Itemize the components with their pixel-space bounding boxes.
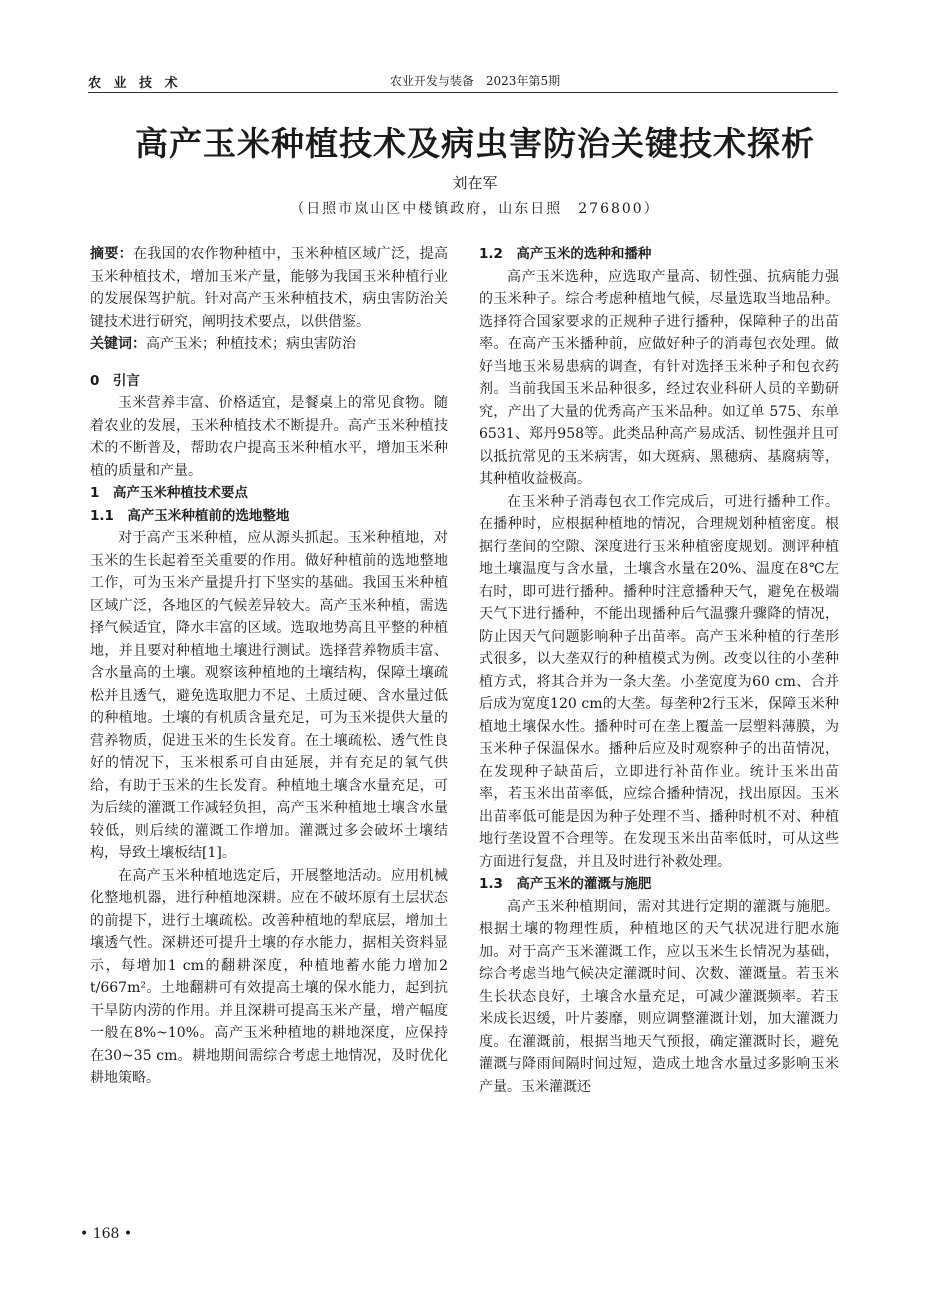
section-0-paragraph: 玉米营养丰富、价格适宜，是餐桌上的常见食物。随着农业的发展，玉米种植技术不断提升。高产玉米种植技术的不断普及，帮助农户提高玉米种植水平，增加玉米种植的质量和产量。	[90, 395, 448, 479]
keywords-text: 高产玉米；种植技术；病虫害防治	[146, 336, 356, 352]
right-column	[479, 243, 839, 1098]
abstract-label: 摘要：	[90, 246, 133, 262]
journal-info: 农业开发与装备 2023年第5期	[389, 74, 561, 88]
section-1-1-heading: 1.1 高产玉米种植前的选地整地	[90, 507, 290, 524]
section-label: 农 业 技 术	[88, 76, 182, 91]
section-1-3-paragraph-1: 高产玉米种植期间，需对其进行定期的灌溉与施肥。根据土壤的物理性质，种植地区的天气状况进行肥水施加。对于高产玉米灌溉工作，应以玉米生长情况为基础，综合考虑当地气候决定灌溉时间、次数、灌溉量。若玉米生长状态良好，土壤含水量充足，可减少灌溉频率。若玉米成长迟缓，叶片萎靡，则应调整灌溉计划，加大灌溉力度。在灌溉前，根据当地天气预报，确定灌溉时长，避免灌溉与降雨间隔时间过短，造成土地含水量过多影响玉米产量。玉米灌溉还	[479, 898, 839, 1095]
section-1-2-paragraph-1: 高产玉米选种，应选取产量高、韧性强、抗病能力强的玉米种子。综合考虑种植地气候，尽量选取当地品种。选择符合国家要求的正规种子进行播种，保障种子的出苗率。在高产玉米播种前，应做好种子的消毒包衣处理。做好当地玉米易患病的调查，有针对选择玉米种子和包衣药剂。当前我国玉米品种很多，经过农业科研人员的辛勤研究，产出了大量的优秀高产玉米品种。如辽单 575、东单6531、郑丹958等。此类品种高产易成活、韧性强并且可以抵抗常见的玉米病害，如大斑病、黑穗病、基腐病等，其种植收益极高。	[479, 268, 839, 487]
section-1-2-heading: 1.2 高产玉米的选种和播种	[479, 246, 652, 262]
abstract-text: 在我国的农作物种植中，玉米种植区域广泛，提高玉米种植技术，增加玉米产量，能够为我国玉米种植行业的发展保驾护航。针对高产玉米种植技术，病虫害防治关键技术进行研究，阐明技术要点，以供借鉴。	[90, 246, 448, 330]
section-1-heading: 1 高产玉米种植技术要点	[90, 485, 248, 501]
abstract	[90, 243, 448, 333]
section-1-3-heading: 1.3 高产玉米的灌溉与施肥	[479, 876, 652, 892]
section-1-1-paragraph-2: 在高产玉米种植地选定后，开展整地活动。应用机械化整地机器，进行种植地深耕。应在不破坏原有土层状态的前提下，进行土壤疏松。改善种植地的犁底层，增加土壤透气性。深耕还可提升土壤的存水能力，据相关资料显示，每增加1 cm的翻耕深度，种植地蓄水能力增加2 t/667m²。土地翻耕可有效提高土壤的保水能力，起到抗干旱防内涝的作用。并且深耕可提高玉米产量，增产幅度一般在8%~10%。高产玉米种植地的耕地深度，应保持在30~35 cm。耕地期间需综合考虑土地情况，及时优化耕地策略。	[90, 867, 448, 1086]
keywords	[90, 333, 448, 356]
section-1-2-paragraph-2: 在玉米种子消毒包衣工作完成后，可进行播种工作。在播种时，应根据种植地的情况，合理规划种植密度。根据行垄间的空隙、深度进行玉米种植密度规划。测评种植地土壤温度与含水量，土壤含水量在20%、温度在8℃左右时，即可进行播种。播种时注意播种天气，避免在极端天气下进行播种，不能出现播种后气温骤升骤降的情况，防止因天气问题影响种子出苗率。高产玉米种植的行垄形式很多，以大垄双行的种植模式为例。改变以往的小垄种植方式，将其合并为一条大垄。小垄宽度为60 cm、合并后成为宽度120 cm的大垄。每垄种2行玉米，保障玉米种植地土壤保水性。播种时可在垄上覆盖一层塑料薄膜，为玉米种子保温保水。播种后应及时观察种子的出苗情况，在发现种子缺苗后，立即进行补苗作业。统计玉米出苗率，若玉米出苗率低，应综合播种情况，找出原因。玉米出苗率低可能是因为种子处理不当、播种时机不对、种植地行垄设置不合理等。在发现玉米出苗率低时，可从这些方面进行复盘，并且及时进行补救处理。	[479, 493, 839, 870]
page-number: • 168 •	[80, 1226, 133, 1242]
section-0-heading: 0 引言	[90, 372, 140, 389]
keywords-label: 关键词：	[90, 336, 146, 352]
header-rule	[88, 92, 838, 93]
author: 刘在军	[452, 174, 498, 192]
article-title: 高产玉米种植技术及病虫害防治关键技术探析	[135, 124, 815, 163]
section-1-1-paragraph-1: 对于高产玉米种植，应从源头抓起。玉米种植地，对玉米的生长起着至关重要的作用。做好种植前的选地整地工作，可为玉米产量提升打下坚实的基础。我国玉米种植区域广泛，各地区的气候差异较大。高产玉米种植，需选择气候适宜，降水丰富的区域。选取地势高且平整的种植地，并且要对种植地土壤进行测试。选择营养物质丰富、含水量高的土壤。观察该种植地的土壤结构，保障土壤疏松并且透气，避免选取肥力不足、土质过硬、含水量过低的种植地。土壤的有机质含量充足，可为玉米提供大量的营养物质，促进玉米的生长发育。在土壤疏松、透气性良好的情况下，玉米根系可自由延展，并有充足的氧气供给，有助于玉米的生长发育。种植地土壤含水量充足，可为后续的灌溉工作减轻负担，高产玉米种植地土壤含水量较低，则后续的灌溉工作增加。灌溉过多会破坏土壤结构，导致土壤板结[1]。	[90, 530, 448, 861]
left-column	[90, 243, 448, 1090]
affiliation: （日照市岚山区中楼镇政府，山东日照 276800）	[290, 201, 660, 217]
